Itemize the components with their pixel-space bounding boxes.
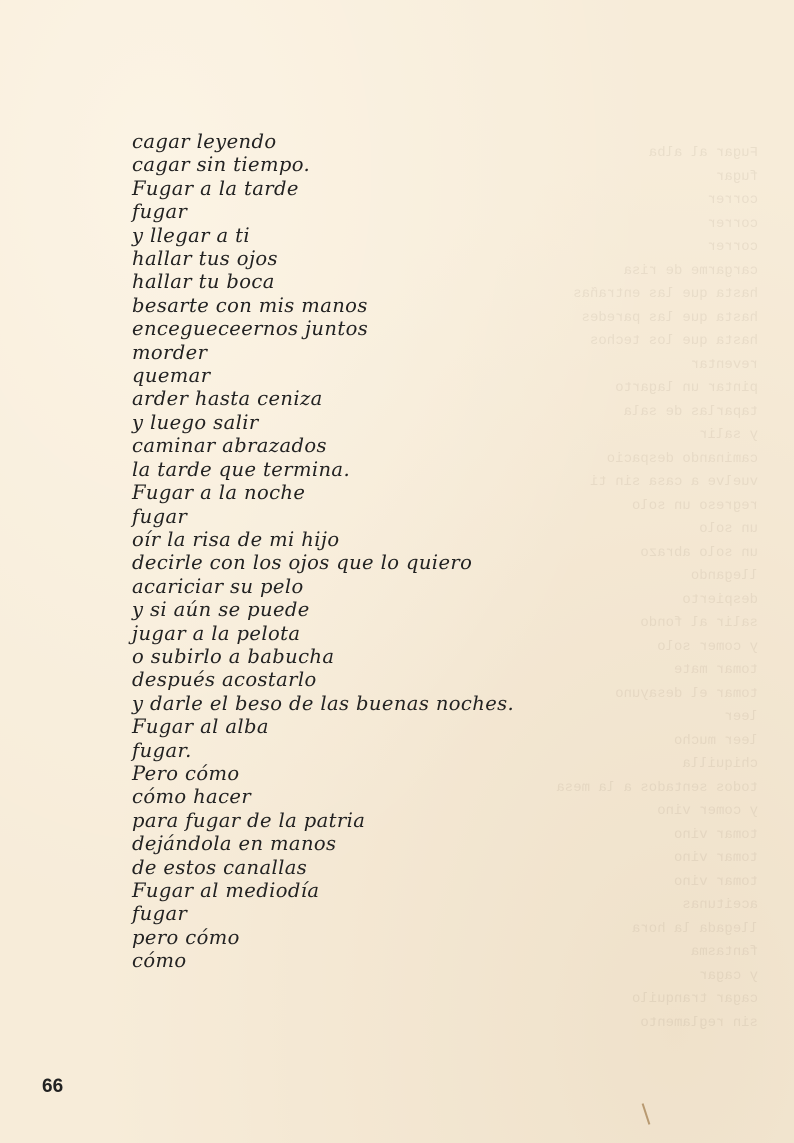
poem-line: fugar	[132, 504, 188, 528]
poem-line: y llegar a ti	[132, 223, 250, 247]
poem-line: fugar	[132, 902, 188, 926]
poem-text	[132, 130, 752, 973]
poem-line: morder	[132, 340, 208, 364]
poem-line: besarte con mis manos	[132, 293, 368, 317]
poem-line: cagar leyendo	[132, 130, 277, 153]
poem-line: después acostarlo	[132, 668, 317, 692]
poem-line: Pero cómo	[132, 761, 240, 785]
poem-line: cómo hacer	[132, 785, 252, 809]
poem-line: pero cómo	[132, 925, 240, 949]
poem-line: Fugar a la noche	[132, 481, 306, 505]
poem-line: caminar abrazados	[132, 434, 327, 458]
poem-line: de estos canallas	[132, 855, 308, 879]
poem-line: arder hasta ceniza	[132, 387, 323, 411]
poem-line: hallar tus ojos	[132, 247, 278, 271]
poem-line: acariciar su pelo	[132, 574, 304, 598]
ink-mark-decoration	[642, 1103, 651, 1125]
poem-line: decirle con los ojos que lo quiero	[132, 551, 473, 575]
page-number: 66	[42, 1076, 64, 1097]
poem-line: dejándola en manos	[132, 832, 337, 856]
poem-line: cagar sin tiempo.	[132, 153, 311, 177]
poem-line: para fugar de la patria	[132, 808, 366, 832]
poem-line: cómo	[132, 949, 187, 973]
poem-line: y si aún se puede	[132, 598, 310, 622]
poem-line: y luego salir	[132, 410, 259, 434]
poem-line: oír la risa de mi hijo	[132, 527, 340, 551]
poem-line: la tarde que termina.	[132, 457, 351, 481]
poem-line: Fugar al mediodía	[132, 879, 320, 902]
poem-line: hallar tu boca	[132, 270, 275, 294]
poem-line: Fugar a la tarde	[132, 176, 299, 200]
show-through-decoration: Fugar al alba fugar correr correr correr cargarme de risa hasta que las entrañas hasta que las paredes hasta que los techos reventar pintar un lagarto taparlas de sala y salir caminando despacio vuelve a casa sin ti regreso un solo un solo un solo abrazo llegando despierto salir al fondo y comer solo tomar mate tomar el desayuno leer leer mucho chiquilla todos sentados a la mesa y comer vino tomar vino tomar vino tomar vino aceitunas llegada la hora fantasma y cagar cagar tranquilo sin reglamento	[556, 145, 758, 1031]
poem-line: fugar.	[132, 738, 192, 762]
poem-line: fugar	[132, 200, 188, 224]
poem-line: Fugar al alba	[132, 715, 269, 739]
poem-line: quemar	[132, 364, 211, 388]
poem-line: y darle el beso de las buenas noches.	[132, 691, 515, 715]
poem-line: o subirlo a babucha	[132, 644, 335, 668]
poem-line: jugar a la pelota	[132, 621, 301, 645]
poem-line: encegueceernos juntos	[132, 317, 369, 341]
